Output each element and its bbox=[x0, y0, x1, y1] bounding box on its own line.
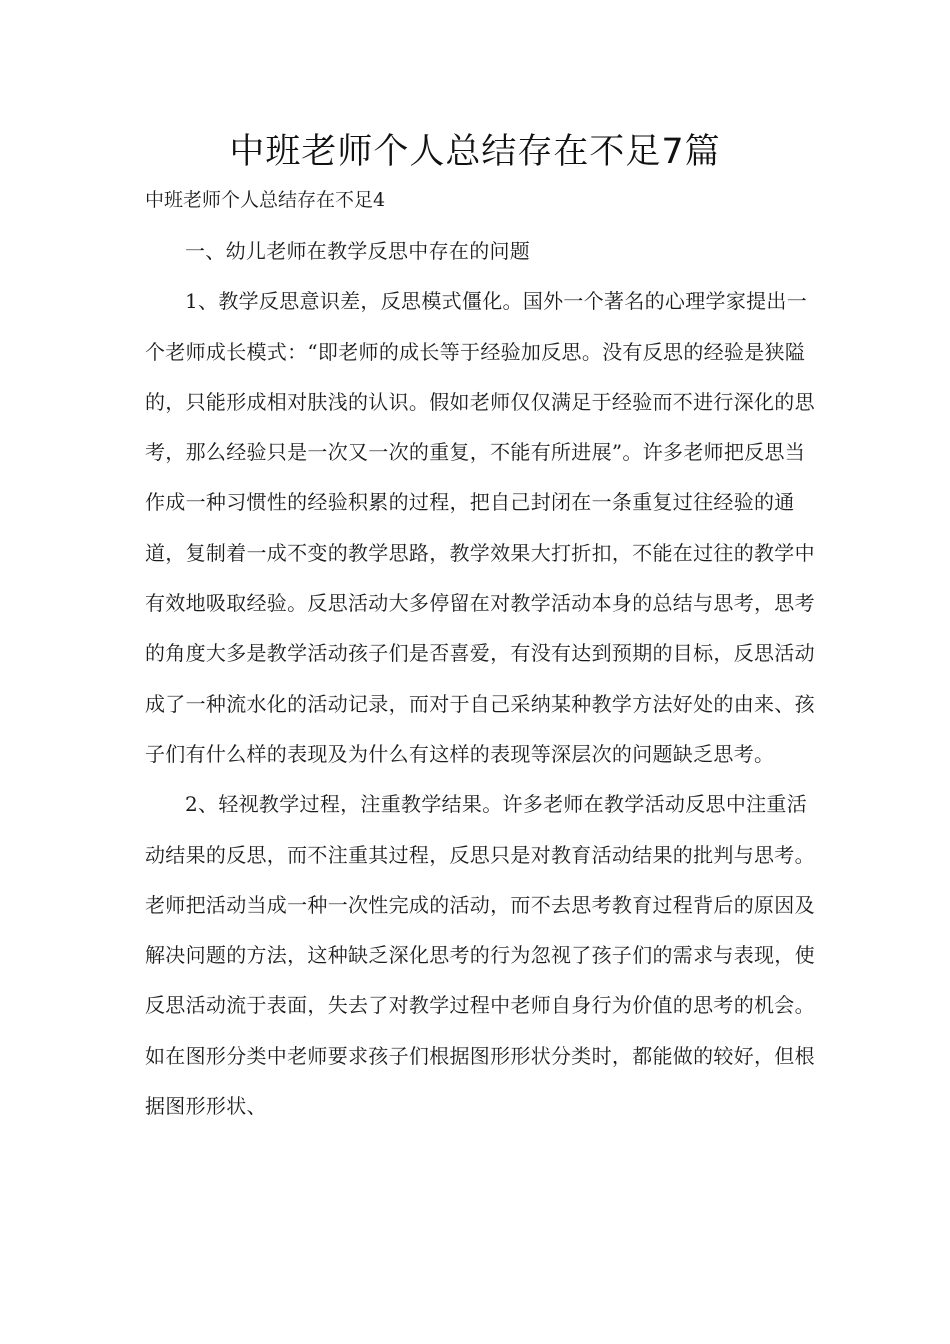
document-body bbox=[145, 226, 825, 1131]
document-subtitle: 中班老师个人总结存在不足4 bbox=[145, 189, 386, 211]
paragraph-1: 1、教学反思意识差，反思模式僵化。国外一个著名的心理学家提出一个老师成长模式：“即老师的成长等于经验加反思。没有反思的经验是狭隘的，只能形成相对肤浅的认识。假如老师仅仅满足于经验而不进行深化的思考，那么经验只是一次又一次的重复，不能有所进展”。许多老师把反思当作成一种习惯性的经验积累的过程，把自己封闭在一条重复过往经验的通道，复制着一成不变的教学思路，教学效果大打折扣，不能在过往的教学中有效地吸取经验。反思活动大多停留在对教学活动本身的总结与思考，思考的角度大多是教学活动孩子们是否喜爱，有没有达到预期的目标，反思活动成了一种流水化的活动记录，而对于自己采纳某种教学方法好处的由来、孩子们有什么样的表现及为什么有这样的表现等深层次的问题缺乏思考。 bbox=[145, 289, 815, 766]
paragraph-2: 2、轻视教学过程，注重教学结果。许多老师在教学活动反思中注重活动结果的反思，而不注重其过程，反思只是对教育活动结果的批判与思考。老师把活动当成一种一次性完成的活动，而不去思考教育过程背后的原因及解决问题的方法，这种缺乏深化思考的行为忽视了孩子们的需求与表现，使反思活动流于表面，失去了对教学过程中老师自身行为价值的思考的机会。如在图形分类中老师要求孩子们根据图形形状分类时，都能做的较好，但根据图形形状、 bbox=[145, 792, 815, 1119]
section-heading: 一、幼儿老师在教学反思中存在的问题 bbox=[185, 239, 531, 263]
document-title: 中班老师个人总结存在不足7篇 bbox=[229, 132, 721, 172]
